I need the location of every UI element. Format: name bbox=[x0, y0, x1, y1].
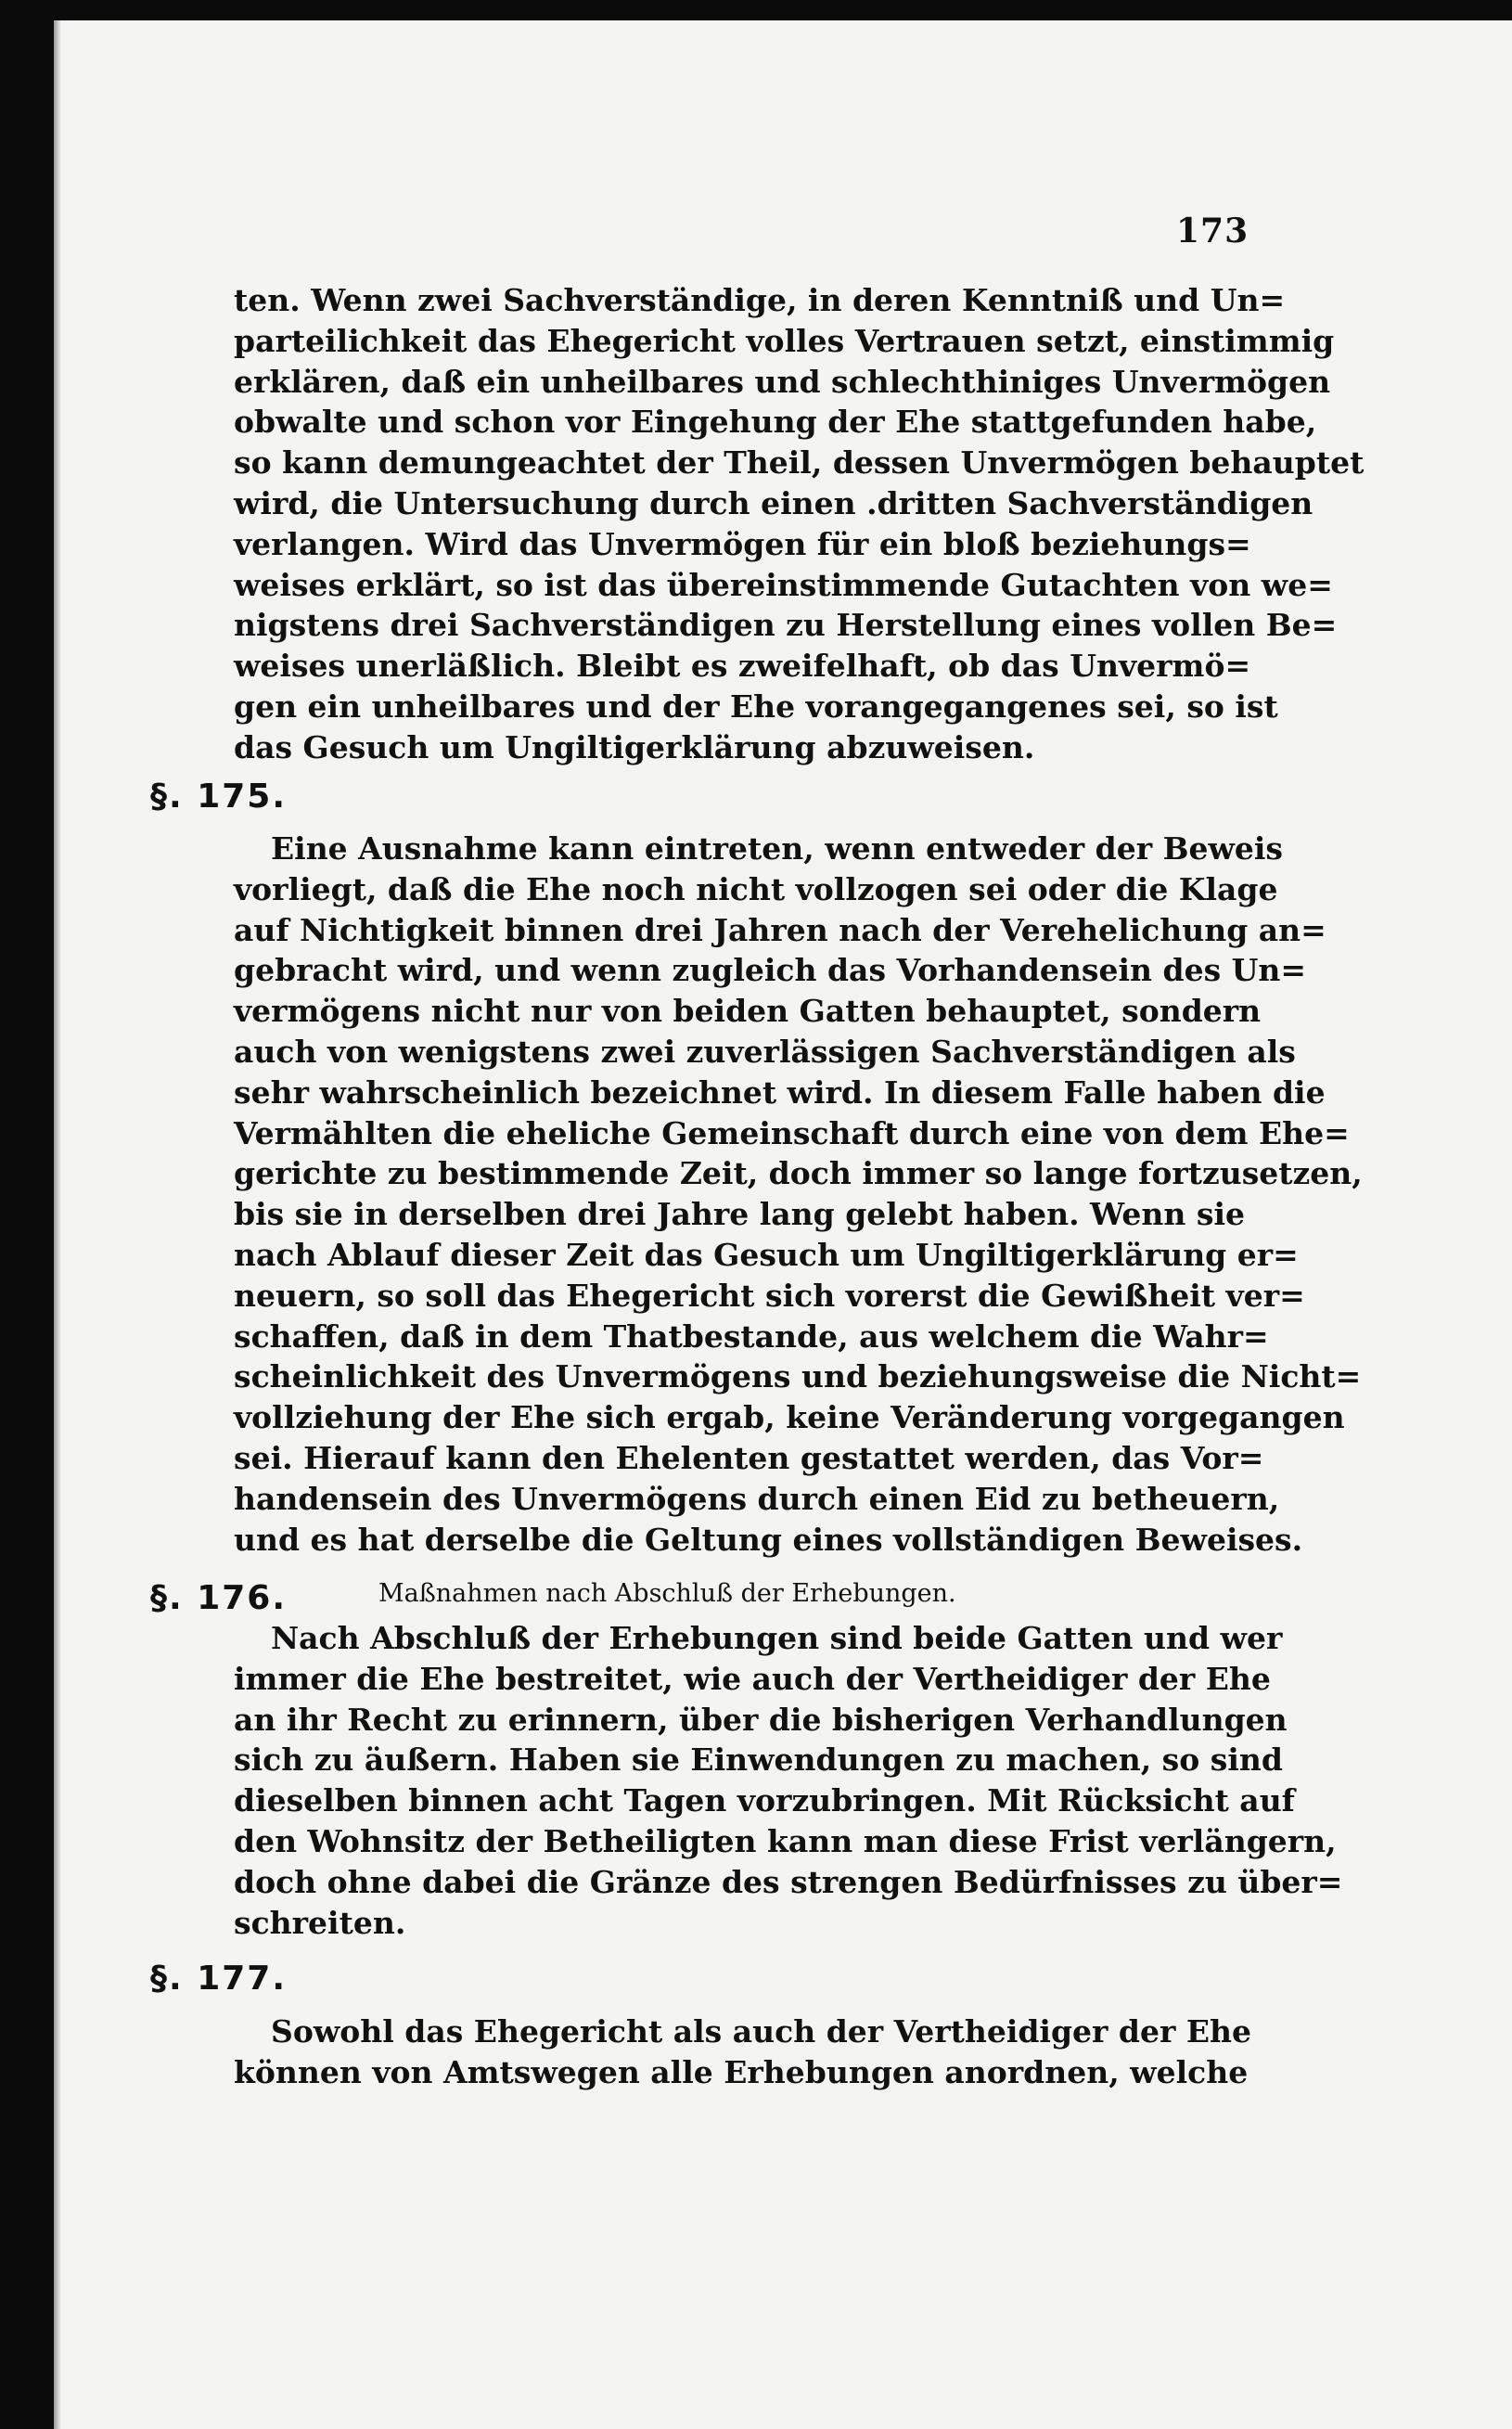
text-line: schaffen, daß in dem Thatbestande, aus welchem die Wahr= bbox=[234, 1317, 1269, 1355]
text-line: wird, die Untersuchung durch einen .dritten Sachverständigen bbox=[234, 484, 1313, 521]
text-line: vermögens nicht nur von beiden Gatten behauptet, sondern bbox=[234, 993, 1262, 1030]
text-line: nach Ablauf dieser Zeit das Gesuch um Ungiltigerklärung er= bbox=[234, 1236, 1299, 1273]
text-line: Nach Abschluß der Erhebungen sind beide Gatten und wer bbox=[271, 1620, 1283, 1656]
text-line: vorliegt, daß die Ehe noch nicht vollzogen sei oder die Klage bbox=[234, 870, 1278, 907]
text-line: den Wohnsitz der Betheiligten kann man diese Frist verlängern, bbox=[234, 1822, 1337, 1859]
section-175-body bbox=[234, 829, 1363, 1560]
text-line: ten. Wenn zwei Sachverständige, in deren Kenntniß und Un= bbox=[234, 282, 1286, 318]
text-line: dieselben binnen acht Tagen vorzubringen. Mit Rücksicht auf bbox=[234, 1782, 1295, 1819]
scan-top-margin bbox=[0, 0, 1512, 20]
text-line: sehr wahrscheinlich bezeichnet wird. In diesem Falle haben die bbox=[234, 1073, 1326, 1111]
text-line: obwalte und schon vor Eingehung der Ehe stattgefunden habe, bbox=[234, 404, 1317, 441]
text-line: das Gesuch um Ungiltigerklärung abzuweisen. bbox=[234, 728, 1035, 765]
section-176-body bbox=[234, 1618, 1343, 1943]
text-line: Vermählten die eheliche Gemeinschaft durch eine von dem Ehe= bbox=[234, 1114, 1350, 1151]
text-line: handensein des Unvermögens durch einen Eid zu betheuern, bbox=[234, 1480, 1280, 1517]
text-line: schreiten. bbox=[234, 1904, 406, 1941]
text-line: immer die Ehe bestreitet, wie auch der Vertheidiger der Ehe bbox=[234, 1660, 1271, 1697]
text-line: vollziehung der Ehe sich ergab, keine Veränderung vorgegangen bbox=[234, 1399, 1345, 1436]
section-177-body bbox=[234, 2011, 1251, 2093]
text-line: gebracht wird, und wenn zugleich das Vorhandensein des Un= bbox=[234, 952, 1307, 989]
text-line: gen ein unheilbares und der Ehe vorangegangenes sei, so ist bbox=[234, 688, 1278, 725]
text-line: Sowohl das Ehegericht als auch der Vertheidiger der Ehe bbox=[271, 2013, 1251, 2050]
text-line: neuern, so soll das Ehegericht sich vorerst die Gewißheit ver= bbox=[234, 1277, 1305, 1314]
text-line: erklären, daß ein unheilbares und schlechthiniges Unvermögen bbox=[234, 363, 1331, 400]
text-line: scheinlichkeit des Unvermögens und beziehungsweise die Nicht= bbox=[234, 1358, 1362, 1395]
text-line: nigstens drei Sachverständigen zu Herstellung eines vollen Be= bbox=[234, 607, 1338, 644]
text-line: sei. Hierauf kann den Ehelenten gestattet werden, das Vor= bbox=[234, 1439, 1264, 1476]
page-number: 173 bbox=[1176, 212, 1249, 251]
text-line: so kann demungeachtet der Theil, dessen Unvermögen behauptet bbox=[234, 444, 1365, 482]
section-176-title: Maßnahmen nach Abschluß der Erhebungen. bbox=[378, 1579, 956, 1608]
text-line: und es hat derselbe die Geltung eines vollständigen Beweises. bbox=[234, 1521, 1303, 1558]
text-line: an ihr Recht zu erinnern, über die bisherigen Verhandlungen bbox=[234, 1701, 1288, 1738]
text-line: parteilichkeit das Ehegericht volles Vertrauen setzt, einstimmig bbox=[234, 322, 1335, 359]
text-line: bis sie in derselben drei Jahre lang gelebt haben. Wenn sie bbox=[234, 1196, 1245, 1233]
text-line: gerichte zu bestimmende Zeit, doch immer so lange fortzusetzen, bbox=[234, 1155, 1363, 1192]
text-line: sich zu äußern. Haben sie Einwendungen zu machen, so sind bbox=[234, 1741, 1283, 1779]
text-line: verlangen. Wird das Unvermögen für ein bloß beziehungs= bbox=[234, 525, 1251, 562]
text-line: weises erklärt, so ist das übereinstimmende Gutachten von we= bbox=[234, 566, 1333, 603]
section-177-label: §. 177. bbox=[150, 1960, 288, 1998]
paragraph-continuation bbox=[234, 280, 1365, 768]
section-175-label: §. 175. bbox=[150, 778, 288, 816]
scan-left-margin bbox=[0, 0, 54, 2429]
text-line: doch ohne dabei die Gränze des strengen Bedürfnisses zu über= bbox=[234, 1863, 1343, 1900]
text-line: auf Nichtigkeit binnen drei Jahren nach der Verehelichung an= bbox=[234, 911, 1326, 948]
text-line: Eine Ausnahme kann eintreten, wenn entweder der Beweis bbox=[271, 830, 1283, 867]
text-line: können von Amtswegen alle Erhebungen anordnen, welche bbox=[234, 2053, 1249, 2090]
scan-page-edge bbox=[54, 20, 61, 2429]
section-176-label: §. 176. bbox=[150, 1579, 288, 1617]
text-line: auch von wenigstens zwei zuverlässigen Sachverständigen als bbox=[234, 1033, 1296, 1070]
text-line: weises unerläßlich. Bleibt es zweifelhaft, ob das Unvermö= bbox=[234, 648, 1251, 685]
